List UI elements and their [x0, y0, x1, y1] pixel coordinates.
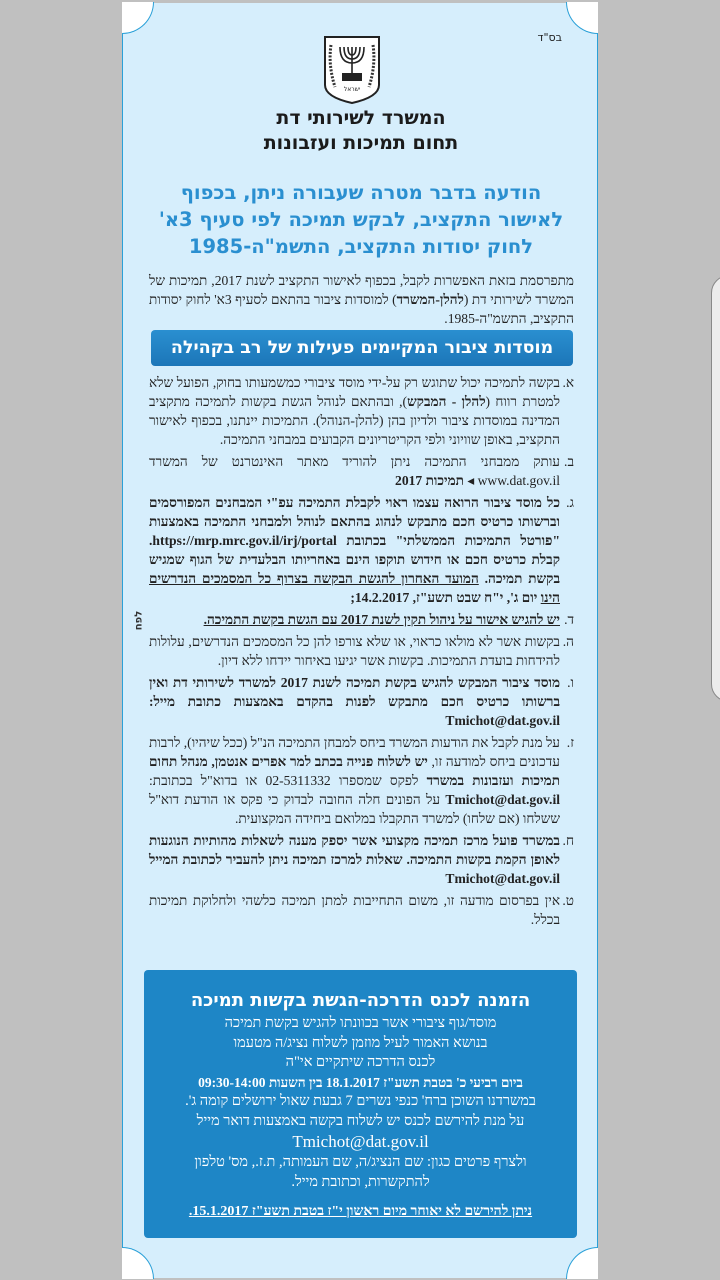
invitation-date: ביום רביעי כ' בטבת תשע"ז 18.1.2017 בין השעות 09:30-14:00	[198, 1074, 523, 1090]
text-segment: מוסד ציבור המבקש להגיש בקשת תמיכה לשנת 2017 למשרד לשירותי דת ואין ברשותו כרטיס חכם מתבקש לפנות בהקדם באמצעות כתובת מייל: Tmichot@dat.gov.il	[149, 675, 561, 728]
text-segment: על מנת לקבל את הודעות המשרד ביחס למבחן התמיכה הנ"ל (ככל שיהיו), לרבות עדכונים ביחס למודעה זו,	[149, 735, 561, 769]
list-item	[149, 632, 574, 670]
item-letter: ט.	[562, 893, 574, 908]
list-item	[149, 733, 574, 828]
invitation-line: מוסד/גוף ציבורי אשר בכוונתו להגיש בקשת תמיכה	[224, 1015, 497, 1031]
invitation-email-link[interactable]: Tmichot@dat.gov.il	[292, 1132, 429, 1151]
notice-panel	[122, 3, 598, 1278]
text-segment: להלן - המבקש	[407, 394, 486, 409]
list-item	[149, 891, 574, 929]
corner-decoration	[566, 1247, 598, 1279]
text-segment: יש להגיש אישור על ניהול תקין לשנת 2017 עם הגשת בקשת התמיכה.	[203, 612, 560, 627]
item-text	[149, 452, 560, 490]
text-segment: המועד האחרון להגשת הבקשה בצרוף כל המסמכים הנדרשים הינו	[149, 571, 560, 605]
item-letter: ג.	[566, 495, 574, 510]
headline-line: לאישור התקציב, לבקש תמיכה לפי סעיף 3א'	[158, 208, 564, 231]
bsd-mark: בס"ד	[537, 31, 562, 44]
list-item	[149, 452, 574, 490]
invitation-title: הזמנה לכנס הדרכה-הגשת בקשות תמיכה	[190, 990, 531, 1011]
text-segment: יש לשלוח פנייה בכתב למר אפרים אנטמן, מנהל תחום תמיכות ועזבונות במשרד	[149, 754, 560, 788]
list-item	[149, 610, 574, 629]
text-segment: יום ג', י"ח שבט תשע"ז, 14.2.2017;	[350, 590, 541, 605]
invitation-register: על מנת להירשם לכנס יש לשלוח בקשה באמצעות דואר מייל	[196, 1112, 525, 1129]
text-segment: לפקס שמספרו 02-5311332 או בדוא"ל בכתובת:	[149, 773, 427, 788]
item-text	[149, 632, 560, 670]
list-item	[149, 373, 574, 449]
list-item	[149, 831, 574, 888]
invitation-location: במשרדנו השוכן ברח' כנפי נשרים 7 גבעת שאול ירושלים קומה ג'.	[185, 1093, 536, 1109]
item-text	[149, 891, 560, 929]
corner-decoration	[122, 2, 154, 34]
edge-panel-handle[interactable]	[711, 275, 720, 702]
invitation-line: בנושא האמור לעיל מוזמן לשלוח נציג/ה מטעמו	[233, 1034, 488, 1051]
invitation-details: ולצרף פרטים כגון: שם הנציג/ה, שם העמותה, ת.ז., מס' טלפון	[194, 1154, 527, 1170]
list-item	[149, 493, 574, 607]
text-segment: ) למוסדות ציבור בהתאם לסעיף 3א' לחוק יסודות התקציב, התשמ"ה-1985.	[149, 292, 574, 326]
ministry-name: המשרד לשירותי דת	[276, 107, 446, 129]
item-text	[149, 673, 560, 730]
list-item	[149, 673, 574, 730]
text-segment: Tmichot@dat.gov.il	[445, 792, 560, 807]
emblem-label: ישראל	[343, 86, 361, 93]
item-text	[149, 831, 560, 888]
item-letter: ה.	[562, 634, 574, 649]
invitation-line: לכנס הדרכה שיתקיים אי"ה	[285, 1054, 436, 1070]
notice-headline	[143, 179, 579, 260]
item-letter: ד.	[564, 612, 574, 627]
side-note: לפח	[133, 610, 145, 631]
item-text	[149, 373, 560, 449]
text-segment: במשרד פועל מרכז תמיכה מקצועי אשר יספק מענה לשאלות מהותיות הנוגעות לאופן הקמת בקשות התמיכה. שאלות למרכז תמיכה ניתן להעביר לכתובת המייל Tmichot@dat.gov.il	[149, 833, 560, 886]
invitation-box	[144, 970, 577, 1238]
text-segment: בקשות אשר לא מולאו כראוי, או שלא צורפו להן כל המסמכים הנדרשים, עלולות להידחות בועדת התמיכות. בקשות אשר יגיעו באיחור יידחו ללא דיון.	[149, 634, 560, 668]
notice-page	[122, 3, 598, 1278]
invitation-details: להתקשרות, וכתובת מייל.	[291, 1173, 430, 1190]
items-list	[149, 373, 574, 932]
department-name: תחום תמיכות ועזבונות	[263, 132, 459, 154]
invitation-deadline: ניתן להירשם לא יאוחר מיום ראשון י"ז בטבת תשע"ז 15.1.2017.	[188, 1204, 533, 1219]
text-segment: על הפונים חלה החובה לבדוק כי פקס או הודעת דוא"ל ששלחו (אם שלחו) למשרד התקבלו במלואם ביחידה המקצועית.	[149, 792, 560, 826]
text-segment: בקשה לתמיכה יכול שתוגש רק על-ידי מוסד ציבורי כמשמעותו בחוק, הפועל שלא למטרת רווח (	[149, 375, 560, 409]
text-segment: מתפרסמת בזאת האפשרות לקבל, בכפוף לאישור התקציב לשנת 2017, תמיכות של המשרד לשירותי דת (	[149, 273, 574, 307]
corner-decoration	[122, 1247, 154, 1279]
intro-paragraph	[149, 271, 574, 328]
text-segment: להלן-המשרד	[396, 292, 464, 307]
headline-line: לחוק יסודות התקציב, התשמ"ה-1985	[188, 235, 534, 258]
item-text	[149, 610, 560, 629]
item-letter: א.	[562, 375, 574, 390]
headline-line: הודעה בדבר מטרה שעבורה ניתן, בכפוף	[180, 181, 542, 204]
text-segment: תמיכות 2017	[395, 473, 464, 488]
item-text	[149, 493, 560, 607]
text-segment: עותק ממבחני התמיכה ניתן להוריד מאתר האינטרנט של המשרד www.dat.gov.il ◂	[149, 454, 560, 488]
state-emblem-icon	[323, 35, 381, 105]
text-segment: ), ובהתאם לנוהל הגשת בקשות לתמיכה מתקציב המדינה במוסדות ציבור ולדיון בהן (להלן-הנוהל). התמיכות יינתנו, בכפוף לאישור התקציב, באופן שוויוני ולפי הקריטריונים הקבועים במבחני התמיכה.	[149, 394, 560, 447]
item-text	[149, 733, 560, 828]
item-letter: ז.	[566, 735, 574, 750]
text-segment: כל מוסד ציבור הרואה עצמו ראוי לקבלת התמיכה עפ"י המבחנים המפורסמים וברשותו כרטיס חכם מתבקש לנהוג בהתאם לנוהל ולמבחני התמיכה באמצעות "פורטל התמיכות הממשלתי" בכתובת https://mrp.mrc.gov.il/irj/portal. קבלת כרטיס חכם או חידוש תוקפו הינם באחריותו הבלעדית של הגוף שמגיש בקשת תמיכה.	[149, 495, 560, 586]
item-letter: ח.	[562, 833, 574, 848]
corner-decoration	[566, 2, 598, 34]
section-title-bar: מוסדות ציבור המקיימים פעילות של רב בקהילה	[151, 330, 573, 366]
item-letter: ב.	[564, 454, 574, 469]
item-letter: ו.	[567, 675, 574, 690]
text-segment: אין בפרסום מודעה זו, משום התחייבות למתן תמיכה כלשהי ולחלוקת תמיכות בכלל.	[149, 893, 560, 927]
